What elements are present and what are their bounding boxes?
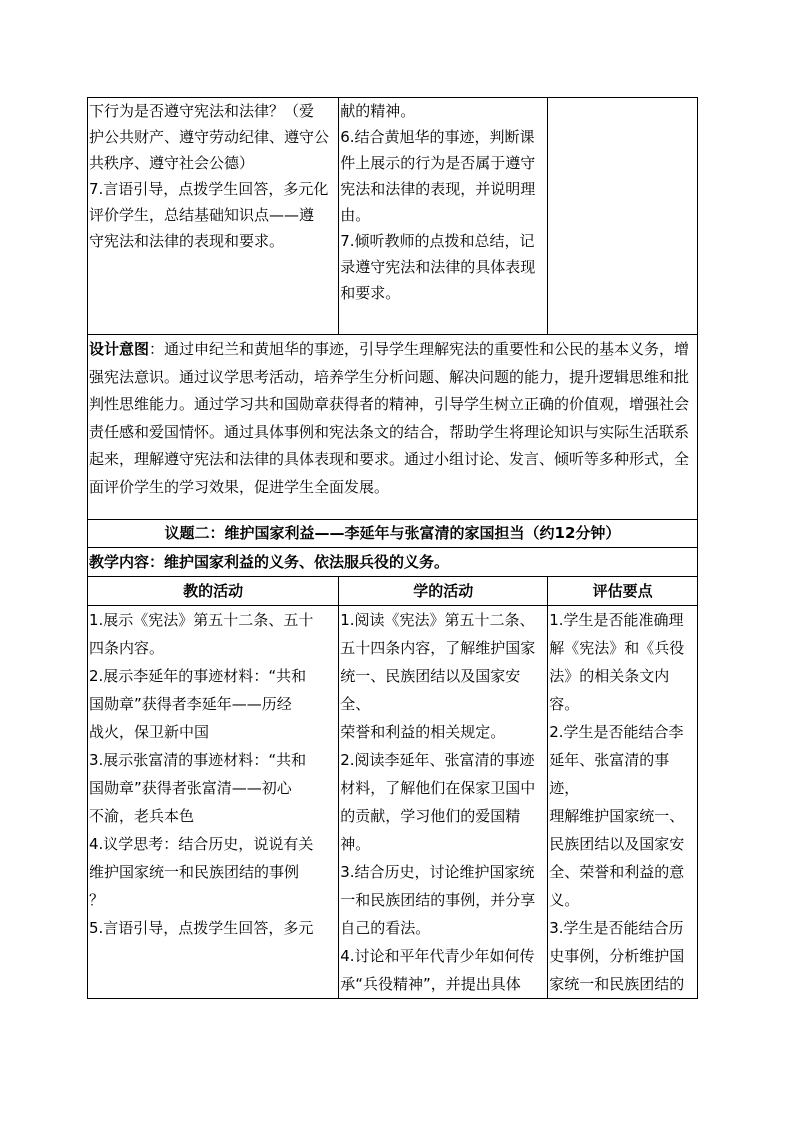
lesson-plan-table bbox=[87, 97, 698, 999]
list-item: 1.学生是否能准确理 bbox=[549, 611, 684, 629]
design-intent-row bbox=[88, 335, 698, 520]
teaching-content-row bbox=[88, 548, 698, 577]
list-item: 五十四条内容，了解维护国家 bbox=[340, 639, 536, 657]
header-student-activity: 学的活动 bbox=[339, 577, 548, 606]
student-activity-cell bbox=[339, 606, 548, 999]
list-item: 全、荣誉和利益的意 bbox=[549, 863, 685, 881]
lesson-plan-page bbox=[87, 97, 698, 999]
list-item: 4.议学思考：结合历史，说说有关 bbox=[89, 835, 314, 853]
teacher-activity-cell bbox=[88, 606, 339, 999]
list-item: 守宪法和法律的表现和要求。 bbox=[89, 232, 285, 250]
evaluation-cell bbox=[548, 98, 698, 335]
list-item: 2.阅读李延年、张富清的事迹 bbox=[340, 751, 535, 769]
list-item: 义。 bbox=[549, 891, 580, 909]
list-item: 4.讨论和平年代青少年如何传 bbox=[340, 947, 535, 965]
list-item: 家统一和民族团结的 bbox=[549, 975, 685, 993]
list-item: 统一、民族团结以及国家安全、 bbox=[340, 667, 521, 713]
list-item: 2.学生是否能结合李 bbox=[549, 723, 684, 741]
list-item: 国勋章”获得者李延年——历经 bbox=[89, 695, 292, 713]
column-header-row bbox=[88, 577, 698, 606]
list-item: 国勋章”获得者张富清——初心 bbox=[89, 779, 292, 797]
list-item: 材料，了解他们在保家卫国中 bbox=[340, 779, 536, 797]
list-item: 1.阅读《宪法》第五十二条、 bbox=[340, 611, 535, 629]
list-item: 一和民族团结的事例，并分享 bbox=[340, 891, 536, 909]
list-item: ？ bbox=[89, 891, 105, 909]
list-item: 2.展示李延年的事迹材料：“共和 bbox=[89, 667, 307, 685]
table-row bbox=[88, 98, 698, 335]
list-item: 战火，保卫新中国 bbox=[89, 723, 210, 741]
teacher-activity-cell bbox=[88, 98, 339, 335]
list-item: 护公共财产、遵守劳动纪律、遵守公 bbox=[89, 128, 330, 146]
topic-title: 议题二：维护国家利益——李延年与张富清的家国担当（约12分钟） bbox=[88, 520, 698, 548]
student-activity-cell bbox=[339, 98, 548, 335]
design-intent-label: 设计意图 bbox=[89, 340, 150, 358]
design-intent-cell bbox=[88, 335, 698, 520]
evaluation-cell bbox=[548, 606, 698, 999]
list-item: 由。 bbox=[340, 206, 371, 224]
list-item: 和要求。 bbox=[340, 284, 401, 302]
list-item: 史事例，分析维护国 bbox=[549, 947, 685, 965]
table-row bbox=[88, 606, 698, 999]
list-item: 3.展示张富清的事迹材料：“共和 bbox=[89, 751, 307, 769]
header-evaluation: 评估要点 bbox=[548, 577, 698, 606]
list-item: 6.结合黄旭华的事迹，判断课 bbox=[340, 128, 535, 146]
list-item: 录遵守宪法和法律的具体表现 bbox=[340, 258, 536, 276]
list-item: 宪法和法律的表现，并说明理 bbox=[340, 180, 536, 198]
list-item: 自己的看法。 bbox=[340, 919, 431, 937]
header-teacher-activity: 教的活动 bbox=[88, 577, 339, 606]
list-item: 民族团结以及国家安 bbox=[549, 835, 685, 853]
list-item: 5.言语引导，点拨学生回答，多元 bbox=[89, 919, 314, 937]
list-item: 3.结合历史，讨论维护国家统 bbox=[340, 863, 535, 881]
list-item: 承“兵役精神”，并提出具体 bbox=[340, 975, 521, 993]
list-item: 下行为是否遵守宪法和法律？（爱 bbox=[89, 102, 315, 120]
list-item: 的贡献，学习他们的爱国精神。 bbox=[340, 807, 521, 853]
list-item: 共秩序、遵守社会公德） bbox=[89, 154, 255, 172]
list-item: 法》的相关条文内容。 bbox=[549, 667, 670, 713]
list-item: 荣誉和利益的相关规定。 bbox=[340, 723, 506, 741]
list-item: 1.展示《宪法》第五十二条、五十 bbox=[89, 611, 314, 629]
list-item: 理解维护国家统一、 bbox=[549, 807, 685, 825]
list-item: 7.言语引导，点拨学生回答，多元化 bbox=[89, 180, 329, 198]
list-item: 献的精神。 bbox=[340, 102, 416, 120]
list-item: 维护国家统一和民族团结的事例 bbox=[89, 863, 300, 881]
list-item: 7.倾听教师的点拨和总结，记 bbox=[340, 232, 535, 250]
design-intent-text: ：通过申纪兰和黄旭华的事迹，引导学生理解宪法的重要性和公民的基本义务，增强宪法意识。通过议学思考活动，培养学生分析问题、解决问题的能力，提升逻辑思维和批判性思维能力。通过学习共和国勋章获得者的精神，引导学生树立正确的价值观，增强社会责任感和爱国情怀。通过具体事例和宪法条文的结合，帮助学生将理论知识与实际生活联系起来，理解遵守宪法和法律的具体表现和要求。通过小组讨论、发言、倾听等多种形式，全面评价学生的学习效果，促进学生全面发展。 bbox=[89, 340, 690, 496]
list-item: 延年、张富清的事迹， bbox=[549, 751, 670, 797]
list-item: 不渝，老兵本色 bbox=[89, 807, 195, 825]
list-item: 解《宪法》和《兵役 bbox=[549, 639, 685, 657]
list-item: 评价学生，总结基础知识点——遵 bbox=[89, 206, 315, 224]
list-item: 件上展示的行为是否属于遵守 bbox=[340, 154, 536, 172]
teaching-content: 教学内容：维护国家利益的义务、依法服兵役的义务。 bbox=[88, 548, 698, 577]
list-item: 3.学生是否能结合历 bbox=[549, 919, 684, 937]
topic-title-row bbox=[88, 520, 698, 548]
list-item: 四条内容。 bbox=[89, 639, 165, 657]
